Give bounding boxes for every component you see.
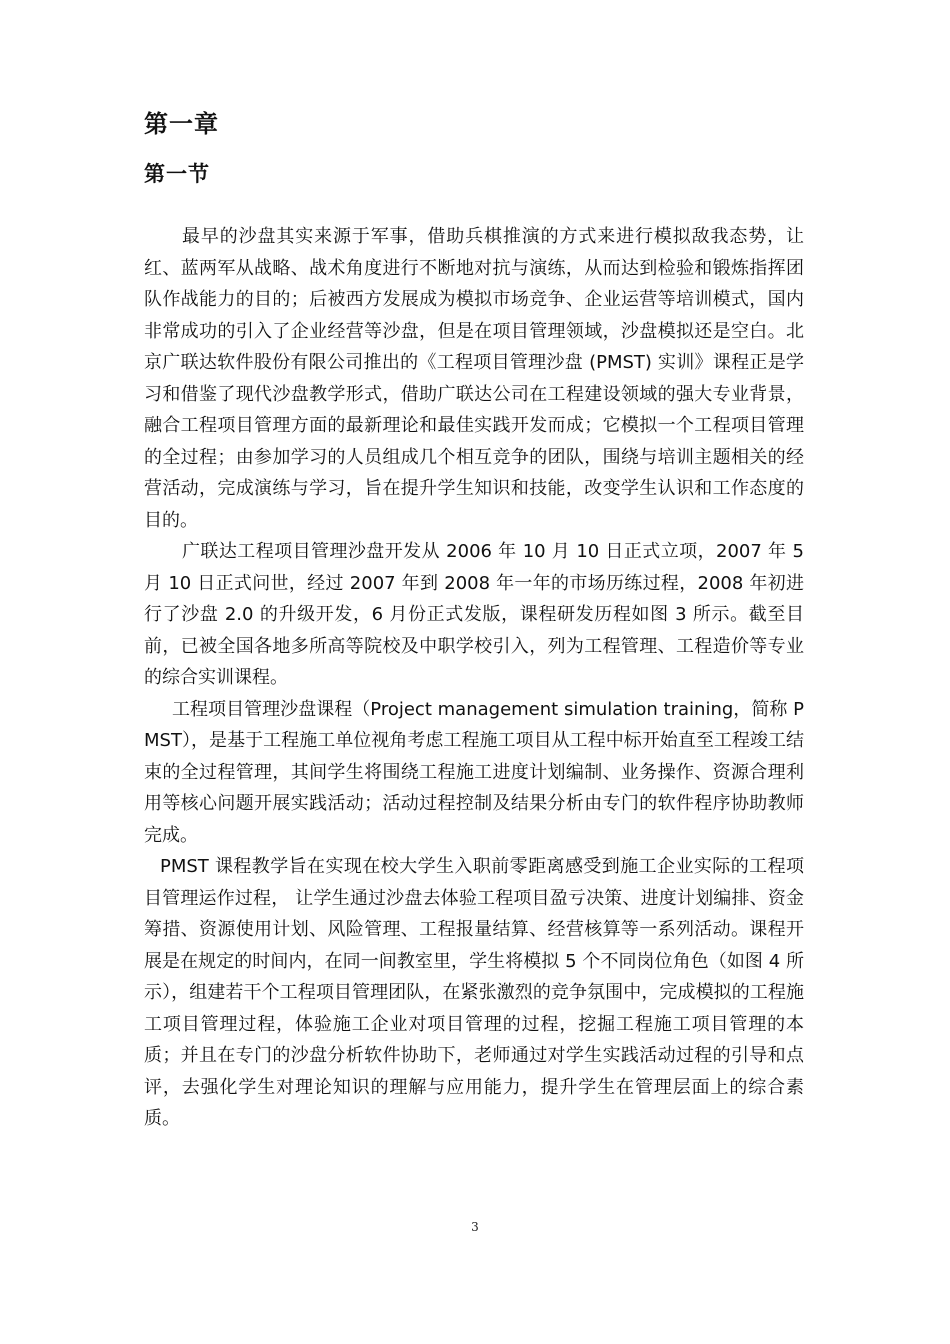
chapter-title: 第一章 (144, 110, 219, 138)
paragraph-1: 最早的沙盘其实来源于军事，借助兵棋推演的方式来进行模拟敌我态势，让红、蓝两军从战略、战术角度进行不断地对抗与演练，从而达到检验和锻炼指挥团队作战能力的目的；后被西方发展成为模拟市场竞争、企业运营等培训模式，国内非常成功的引入了企业经营等沙盘，但是在项目管理领域，沙盘模拟还是空白。北京广联达软件股份有限公司推出的《工程项目管理沙盘 (PMST) 实训》课程正是学习和借鉴了现代沙盘教学形式，借助广联达公司在工程建设领域的强大专业背景，融合工程项目管理方面的最新理论和最佳实践开发而成；它模拟一个工程项目管理的全过程；由参加学习的人员组成几个相互竞争的团队，围绕与培训主题相关的经营活动，完成演练与学习，旨在提升学生知识和技能，改变学生认识和工作态度的目的。 (144, 226, 804, 531)
paragraph-2: 广联达工程项目管理沙盘开发从 2006 年 10 月 10 日正式立项，2007 年 5 月 10 日正式问世，经过 2007 年到 2008 年一年的市场历练过程，2008 年初进行了沙盘 2.0 的升级开发，6 月份正式发版，课程研发历程如图 3 所示。截至目前，已被全国各地多所高等院校及中职学校引入，列为工程管理、工程造价等专业的综合实训课程。 (144, 541, 804, 688)
body-text (144, 221, 804, 1135)
paragraph-3: 工程项目管理沙盘课程（Project management simulation training，简称 PMST），是基于工程施工单位视角考虑工程施工项目从工程中标开始直至工程竣工结束的全过程管理，其间学生将围绕工程施工进度计划编制、业务操作、资源合理利用等核心问题开展实践活动；活动过程控制及结果分析由专门的软件程序协助教师完成。 (144, 698, 804, 846)
section-title: 第一节 (144, 162, 210, 186)
paragraph-4: PMST 课程教学旨在实现在校大学生入职前零距离感受到施工企业实际的工程项目管理运作过程， 让学生通过沙盘去体验工程项目盈亏决策、进度计划编排、资金筹措、资源使用计划、风险管理、工程报量结算、经营核算等一系列活动。课程开展是在规定的时间内，在同一间教室里，学生将模拟 5 个不同岗位角色（如图 4 所示），组建若干个工程项目管理团队，在紧张激烈的竞争氛围中，完成模拟的工程施工项目管理过程，体验施工企业对项目管理的过程，挖掘工程施工项目管理的本质；并且在专门的沙盘分析软件协助下，老师通过对学生实践活动过程的引导和点评，去强化学生对理论知识的理解与应用能力，提升学生在管理层面上的综合素质。 (144, 856, 804, 1129)
page-number: 3 (471, 1220, 479, 1234)
